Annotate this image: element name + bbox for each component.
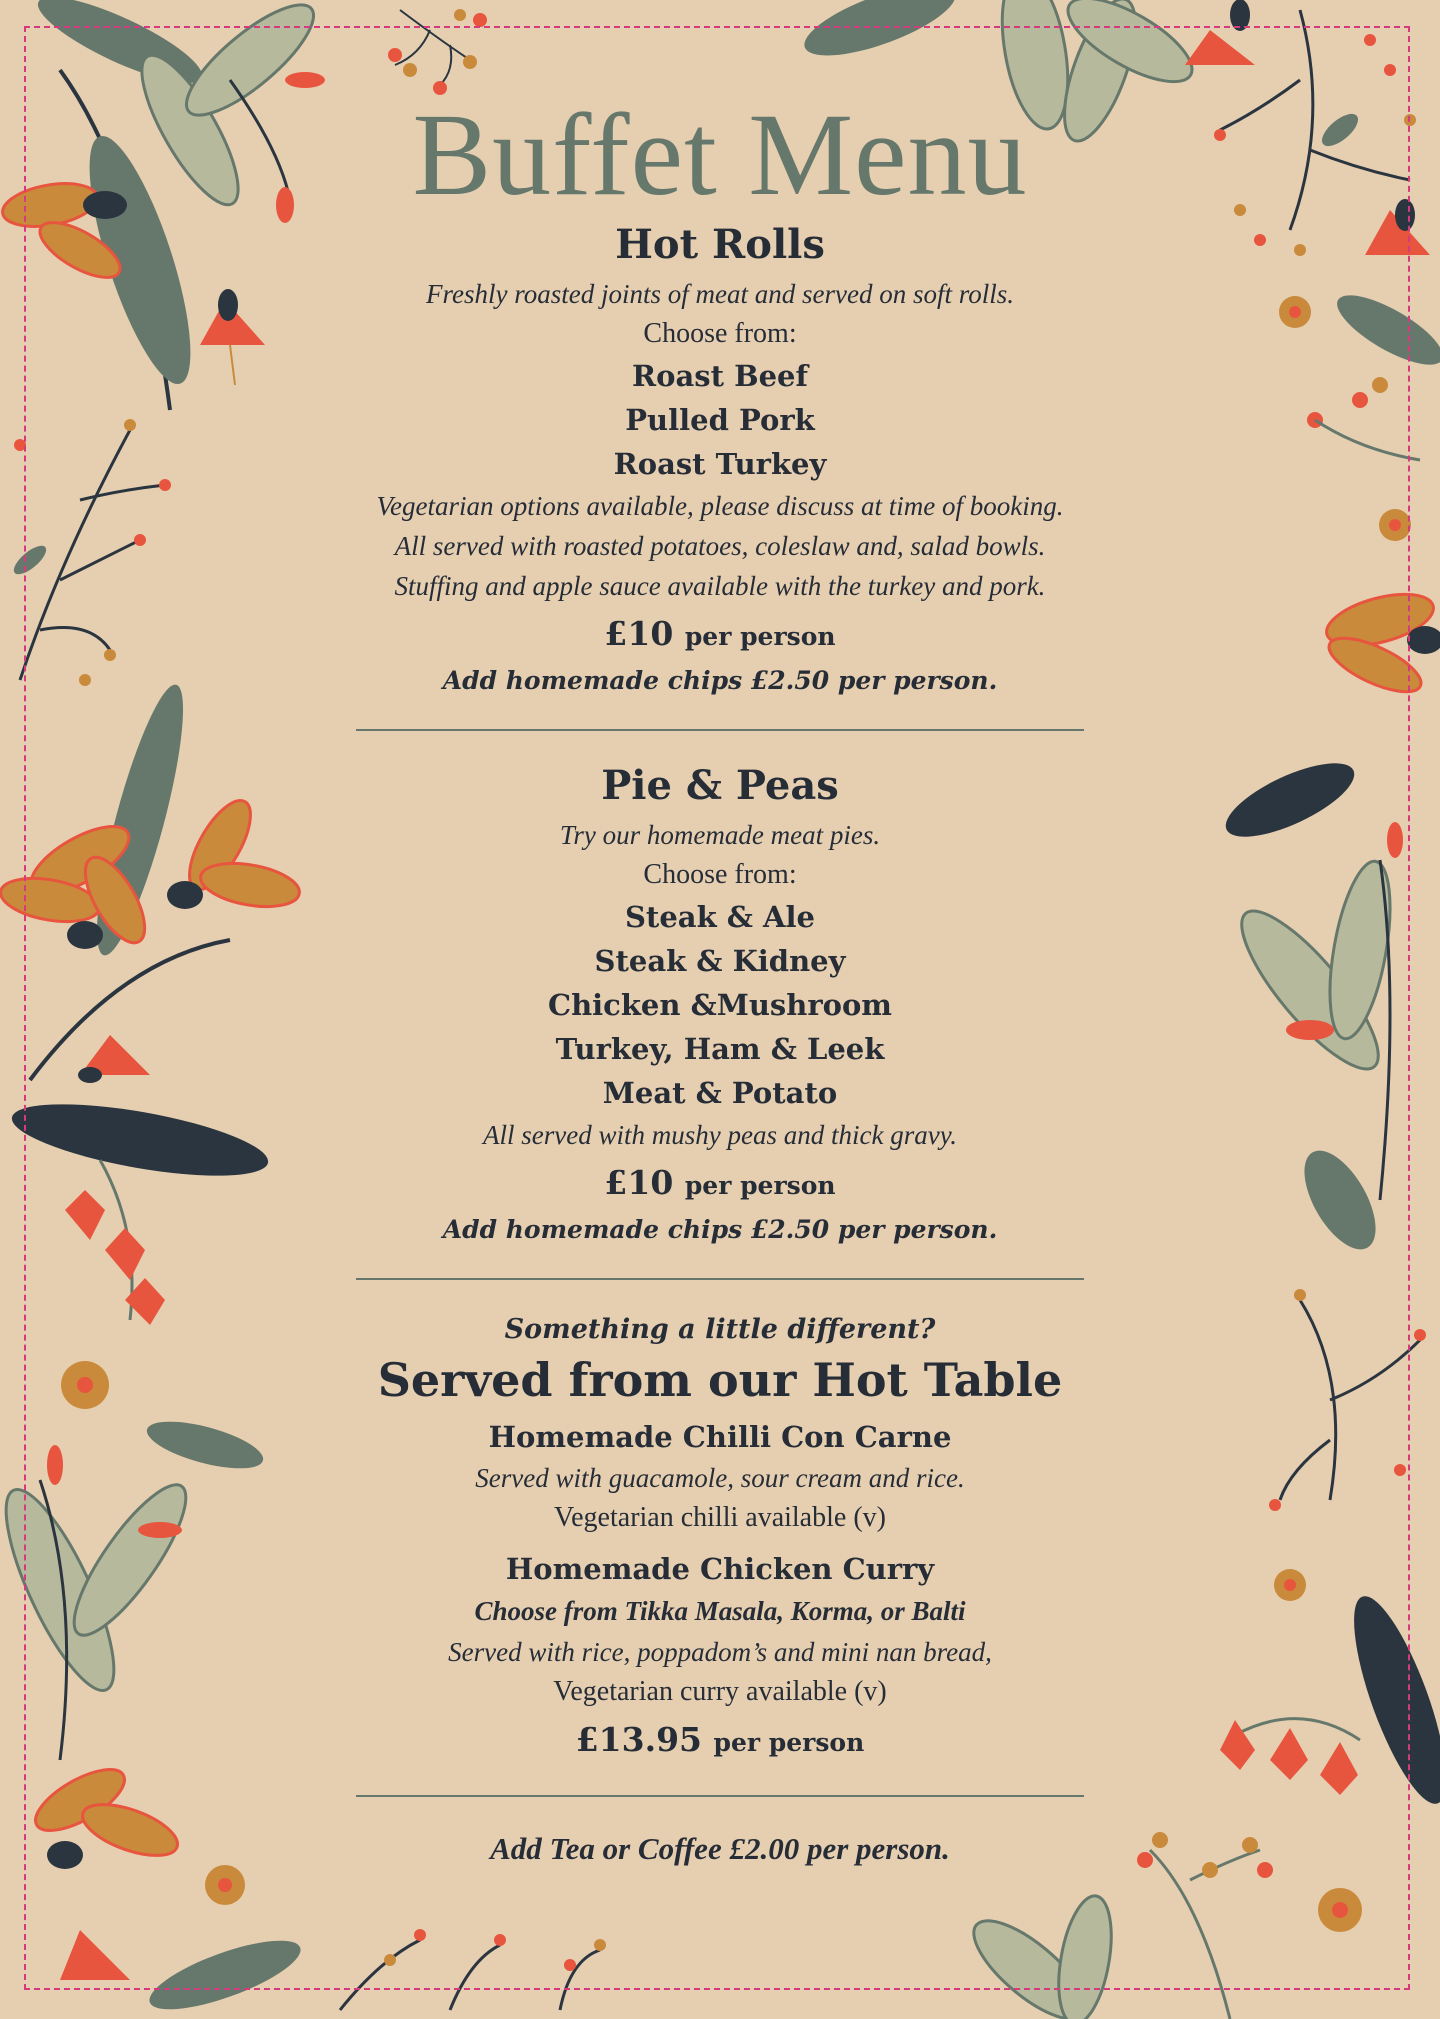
price-amount: £13.95 <box>575 1720 703 1759</box>
orange-flowers-left-middle <box>0 679 303 1191</box>
hot-rolls-heading: Hot Rolls <box>615 221 825 268</box>
menu-content <box>320 90 1120 1871</box>
menu-item: Steak & Kidney <box>594 944 846 978</box>
berry-sprig-right <box>1269 1289 1426 1601</box>
pie-peas-price <box>320 1159 1120 1210</box>
pie-peas-extra: Add homemade chips £2.50 per person. <box>442 1215 998 1244</box>
menu-item: Roast Beef <box>632 359 808 393</box>
leaf-cluster-left-bottom <box>0 1445 308 2019</box>
curry-desc: Served with rice, poppadom’s and mini nan bread, <box>448 1637 992 1667</box>
hot-table-price <box>320 1716 1120 1767</box>
berry-sprig-bottom <box>340 1892 1120 2019</box>
chilli-desc: Served with guacamole, sour cream and rice. <box>475 1463 965 1493</box>
menu-item: Meat & Potato <box>602 1076 838 1110</box>
menu-item: Roast Turkey <box>613 447 827 481</box>
berry-sprig-top <box>388 9 487 95</box>
curry-veg: Vegetarian curry available (v) <box>553 1676 887 1707</box>
section-divider <box>356 1795 1084 1797</box>
footer-note: Add Tea or Coffee £2.00 per person. <box>490 1831 950 1866</box>
price-unit: per person <box>713 1728 865 1757</box>
chilli-veg: Vegetarian chilli available (v) <box>554 1502 886 1533</box>
hot-table-heading: Served from our Hot Table <box>377 1353 1063 1407</box>
section-hot-table <box>320 1310 1120 1767</box>
hot-rolls-intro: Freshly roasted joints of meat and served on soft rolls. <box>426 279 1014 309</box>
price-amount: £10 <box>604 614 674 653</box>
menu-item: Chicken &Mushroom <box>548 988 892 1022</box>
hot-table-tagline: Something a little different? <box>504 1314 936 1345</box>
pie-peas-intro: Try our homemade meat pies. <box>559 820 881 850</box>
hot-rolls-note: Vegetarian options available, please discuss at time of booking. <box>376 491 1064 521</box>
menu-item: Turkey, Ham & Leek <box>555 1032 885 1066</box>
pie-peas-heading: Pie & Peas <box>601 762 839 809</box>
pie-peas-choose: Choose from: <box>643 859 797 890</box>
price-unit: per person <box>684 622 836 651</box>
red-bell-flower-left <box>200 289 265 385</box>
price-amount: £10 <box>604 1163 674 1202</box>
pie-peas-note: All served with mushy peas and thick gravy. <box>483 1120 957 1150</box>
hot-rolls-choose: Choose from: <box>643 318 797 349</box>
hot-rolls-extra: Add homemade chips £2.50 per person. <box>442 666 998 695</box>
chilli-name: Homemade Chilli Con Carne <box>488 1420 952 1454</box>
red-bell-flowers-right-bottom <box>1137 1587 1440 2019</box>
hot-rolls-note: All served with roasted potatoes, coleslaw and, salad bowls. <box>394 531 1046 561</box>
menu-title: Buffet Menu <box>412 89 1028 220</box>
flower-cluster-top-right <box>1185 0 1430 256</box>
section-divider <box>356 1278 1084 1280</box>
menu-item: Pulled Pork <box>625 403 815 437</box>
curry-name: Homemade Chicken Curry <box>505 1552 935 1586</box>
section-divider <box>356 729 1084 731</box>
curry-options: Choose from Tikka Masala, Korma, or Balti <box>474 1596 966 1626</box>
hot-rolls-price <box>320 610 1120 661</box>
leaf-cluster-right-upper <box>1216 283 1440 852</box>
leaf-cluster-right-middle <box>1223 822 1403 1261</box>
section-hot-rolls <box>320 220 1120 701</box>
berry-sprig-left-upper <box>10 419 171 686</box>
menu-item: Steak & Ale <box>624 900 815 934</box>
section-pie-peas <box>320 761 1120 1250</box>
hot-rolls-note: Stuffing and apple sauce available with the turkey and pork. <box>394 571 1046 601</box>
price-unit: per person <box>684 1171 836 1200</box>
red-bell-flowers-left <box>61 1160 268 1478</box>
